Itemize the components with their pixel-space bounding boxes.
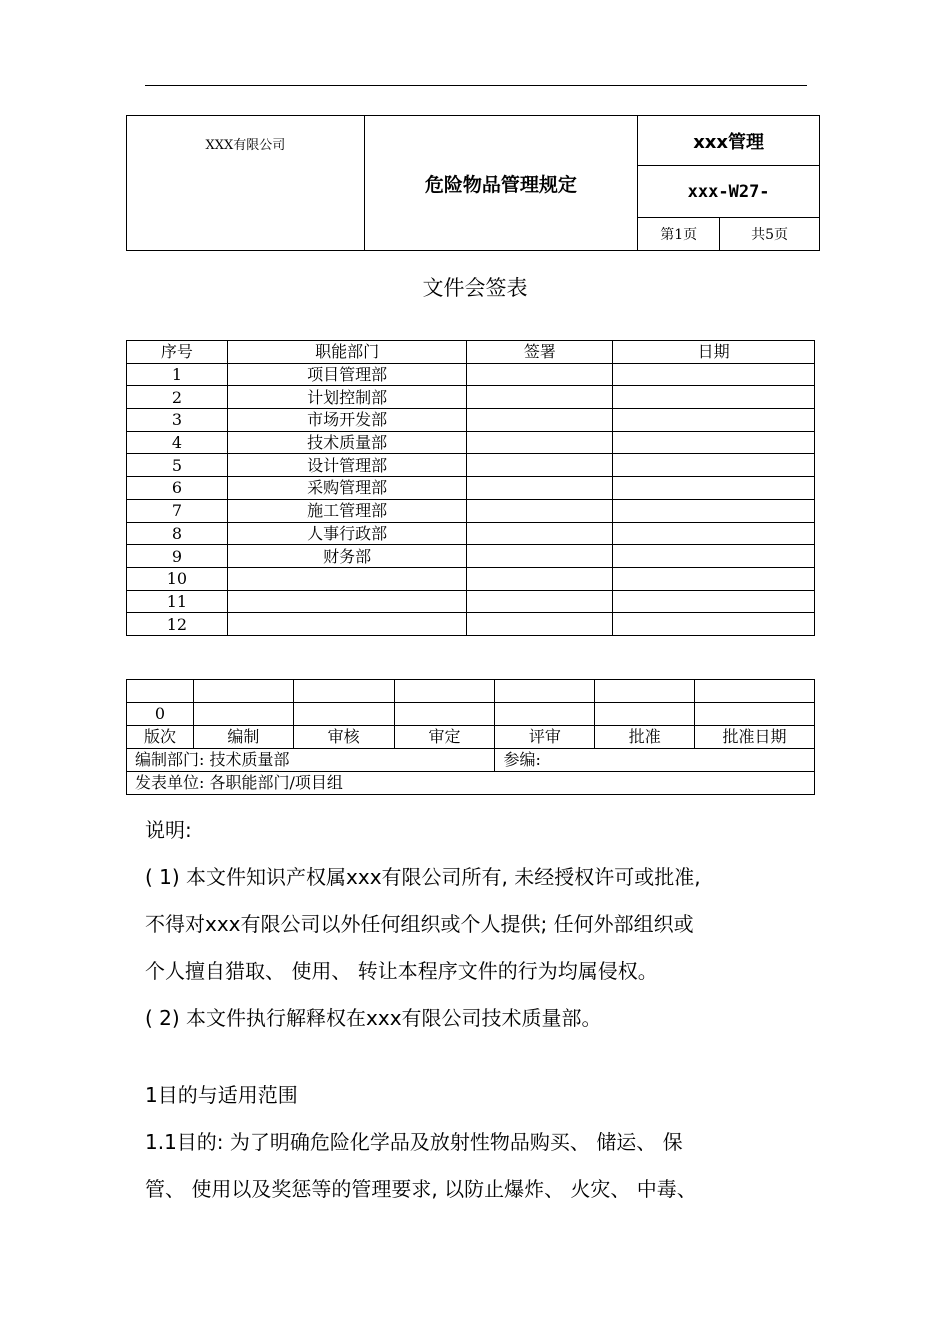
column-header: 序号 — [127, 341, 228, 364]
reviewer-label: 审核 — [293, 725, 394, 748]
sign-table — [126, 340, 815, 636]
top-rule — [145, 85, 807, 86]
author-label: 编制 — [193, 725, 293, 748]
row-number: 5 — [127, 454, 228, 477]
section-heading: 1目的与适用范围 — [145, 1083, 298, 1107]
row-number: 2 — [127, 386, 228, 409]
version-table — [126, 679, 815, 795]
signature-cell — [467, 545, 613, 568]
table-row — [127, 431, 815, 454]
date-cell — [613, 477, 815, 500]
row-number: 11 — [127, 590, 228, 613]
approval-date-label: 批准日期 — [695, 725, 815, 748]
table-row — [127, 477, 815, 500]
date-cell — [613, 567, 815, 590]
signature-cell — [467, 386, 613, 409]
department-name: 施工管理部 — [227, 499, 467, 522]
signature-cell — [467, 431, 613, 454]
signature-cell — [467, 477, 613, 500]
signature-cell — [467, 499, 613, 522]
department-name: 计划控制部 — [227, 386, 467, 409]
signature-cell — [467, 567, 613, 590]
date-cell — [613, 613, 815, 636]
date-cell — [613, 522, 815, 545]
document-title: 危险物品管理规定 — [364, 116, 638, 251]
department-name: 技术质量部 — [227, 431, 467, 454]
table-row — [127, 567, 815, 590]
version-blank-row — [127, 680, 815, 703]
signature-cell — [467, 454, 613, 477]
notes-line: ( 2) 本文件执行解释权在xxx有限公司技术质量部。 — [145, 1006, 602, 1030]
notes-line: ( 1) 本文件知识产权属xxx有限公司所有, 未经授权许可或批准, — [145, 865, 701, 889]
row-number: 12 — [127, 613, 228, 636]
sign-table-title: 文件会签表 — [422, 276, 528, 300]
row-number: 6 — [127, 477, 228, 500]
table-row — [127, 590, 815, 613]
signature-cell — [467, 363, 613, 386]
department-name: 市场开发部 — [227, 409, 467, 432]
column-header: 签署 — [467, 341, 613, 364]
section-line: 管、 使用以及奖惩等的管理要求, 以防止爆炸、 火灾、 中毒、 — [145, 1177, 697, 1201]
page-total: 共5页 — [720, 218, 820, 251]
department-name — [227, 567, 467, 590]
department-name: 财务部 — [227, 545, 467, 568]
version-label: 版次 — [127, 725, 194, 748]
signature-cell — [467, 409, 613, 432]
notes-line: 不得对xxx有限公司以外任何组织或个人提供; 任何外部组织或 — [145, 912, 694, 936]
department-name: 采购管理部 — [227, 477, 467, 500]
table-row — [127, 454, 815, 477]
department-name — [227, 613, 467, 636]
date-cell — [613, 431, 815, 454]
table-row — [127, 613, 815, 636]
row-number: 10 — [127, 567, 228, 590]
table-row — [127, 363, 815, 386]
table-row — [127, 522, 815, 545]
table-row — [127, 545, 815, 568]
page-current: 第1页 — [638, 218, 720, 251]
date-cell — [613, 499, 815, 522]
issuing-units: 发表单位: 各职能部门/项目组 — [127, 771, 815, 794]
document-header — [126, 115, 820, 251]
signature-cell — [467, 613, 613, 636]
signature-cell — [467, 590, 613, 613]
table-row — [127, 409, 815, 432]
version-value: 0 — [127, 702, 194, 725]
row-number: 9 — [127, 545, 228, 568]
date-cell — [613, 545, 815, 568]
date-cell — [613, 590, 815, 613]
issue-row — [127, 771, 815, 794]
date-cell — [613, 409, 815, 432]
management-label: xxx管理 — [638, 116, 820, 166]
department-name: 项目管理部 — [227, 363, 467, 386]
verifier-label: 审定 — [394, 725, 495, 748]
date-cell — [613, 386, 815, 409]
date-cell — [613, 454, 815, 477]
table-row — [127, 386, 815, 409]
row-number: 1 — [127, 363, 228, 386]
notes-line: 个人擅自猎取、 使用、 转让本程序文件的行为均属侵权。 — [145, 959, 658, 983]
signature-cell — [467, 522, 613, 545]
version-value-row — [127, 702, 815, 725]
column-header: 职能部门 — [227, 341, 467, 364]
notes-heading: 说明: — [145, 818, 192, 842]
date-cell — [613, 363, 815, 386]
department-name — [227, 590, 467, 613]
contributors: 参编: — [495, 748, 815, 771]
department-name: 设计管理部 — [227, 454, 467, 477]
row-number: 3 — [127, 409, 228, 432]
compiling-department: 编制部门: 技术质量部 — [127, 748, 495, 771]
sign-table-header — [127, 341, 815, 364]
section-line: 1.1目的: 为了明确危险化学品及放射性物品购买、 储运、 保 — [145, 1130, 683, 1154]
row-number: 8 — [127, 522, 228, 545]
table-row — [127, 499, 815, 522]
department-name: 人事行政部 — [227, 522, 467, 545]
row-number: 4 — [127, 431, 228, 454]
company-name: XXX有限公司 — [127, 116, 365, 251]
version-label-row — [127, 725, 815, 748]
appraiser-label: 评审 — [495, 725, 595, 748]
document-code: xxx-W27- — [638, 166, 820, 218]
department-row — [127, 748, 815, 771]
approver-label: 批准 — [595, 725, 695, 748]
column-header: 日期 — [613, 341, 815, 364]
row-number: 7 — [127, 499, 228, 522]
